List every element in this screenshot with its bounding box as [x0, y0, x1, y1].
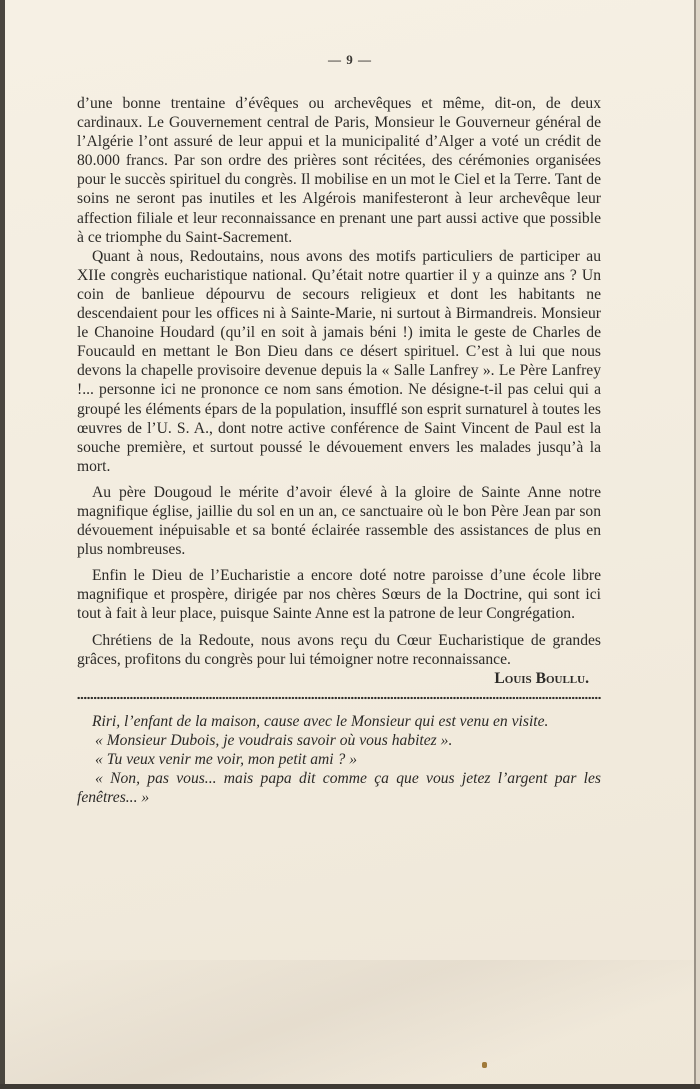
- paragraph-continuation: d’une bonne trentaine d’évêques ou archevêques et même, dit-on, de deux cardinaux. Le Gouvernement central de Paris, Monsieur le Gouverneur général de l’Algérie l’ont assuré de leur appui et la municipalité d’Alger a voté un crédit de 80.000 francs. Par son ordre des prières sont récitées, des cérémonies organisées pour le succès spirituel du congrès. Il mobilise en un mot le Ciel et la Terre. Tant de soins ne seront pas inutiles et les Algérois manifesteront à leur archevêque leur affection filiale et leur reconnaissance en prenant une part aussi active que possible à ce triomphe du Saint-Sacrement.: [77, 95, 601, 246]
- paragraph-closing: Chrétiens de la Redoute, nous avons reçu du Cœur Eucharistique de grandes grâces, profitons du congrès pour lui témoigner notre reconnaissance.: [77, 631, 601, 668]
- paper-shadow: [5, 960, 694, 1084]
- page-right-margin: [696, 0, 700, 1089]
- paragraph-redoutains: Quant à nous, Redoutains, nous avons des motifs particuliers de participer au XIIe congrès eucharistique national. Qu’était notre quartier il y a quinze ans ? Un coin de banlieue dépourvu de secours religieux et dont les habitants ne descendaient pour les offices ni à Sainte-Marie, ni surtout à Birmandreis. Monsieur le Chanoine Houdard (qu’il en soit à jamais béni !) imita le geste de Charles de Foucauld en mettant le Bon Dieu dans ce désert spirituel. C’est à lui que nous devons la chapelle provisoire devenue depuis la « Salle Lanfrey ». Le Père Lanfrey !... personne ici ne prononce ce nom sans émotion. Ne désigne-t-il pas celui qui a groupé les éléments épars de la population, insufflé son esprit surnaturel à toutes les œuvres de l’U. S. A., dont notre active conférence de Saint Vincent de Paul est la souche première, et surtout poussé le dévouement envers les malades jusqu’à la mort.: [77, 247, 601, 475]
- page-left-edge: [0, 0, 5, 1089]
- ink-stain: [482, 1062, 487, 1068]
- anecdote-intro: Riri, l’enfant de la maison, cause avec le Monsieur qui est venu en visite.: [92, 712, 549, 730]
- paragraph-eucharistie: Enfin le Dieu de l’Eucharistie a encore doté notre paroisse d’une école libre magnifique et prospère, dirigée par nos chères Sœurs de la Doctrine, qui sont ici tout à fait à leur place, puisque Sainte Anne est la patrone de leur Congrégation.: [77, 567, 601, 623]
- anecdote-line: « Tu veux venir me voir, mon petit ami ? »: [95, 751, 358, 768]
- anecdote-line: « Non, pas vous... mais papa dit comme ça que vous jetez l’argent par les fenêtres... »: [77, 770, 601, 807]
- page-number: — 9 —: [328, 52, 372, 67]
- article-body: [77, 94, 601, 807]
- dotted-separator: [77, 696, 601, 700]
- author-signature: Louis Boullu.: [494, 669, 589, 687]
- anecdote: [77, 712, 601, 807]
- paragraph-dougoud: Au père Dougoud le mérite d’avoir élevé à la gloire de Sainte Anne notre magnifique église, jaillie du sol en un an, ce sanctuaire où le bon Père Jean par son dévouement inépuisable et sa bonté éclairée rassemble des assistances de plus en plus nombreuses.: [77, 483, 601, 559]
- page-bottom-edge: [0, 1084, 700, 1089]
- anecdote-line: « Monsieur Dubois, je voudrais savoir où vous habitez ».: [95, 731, 453, 749]
